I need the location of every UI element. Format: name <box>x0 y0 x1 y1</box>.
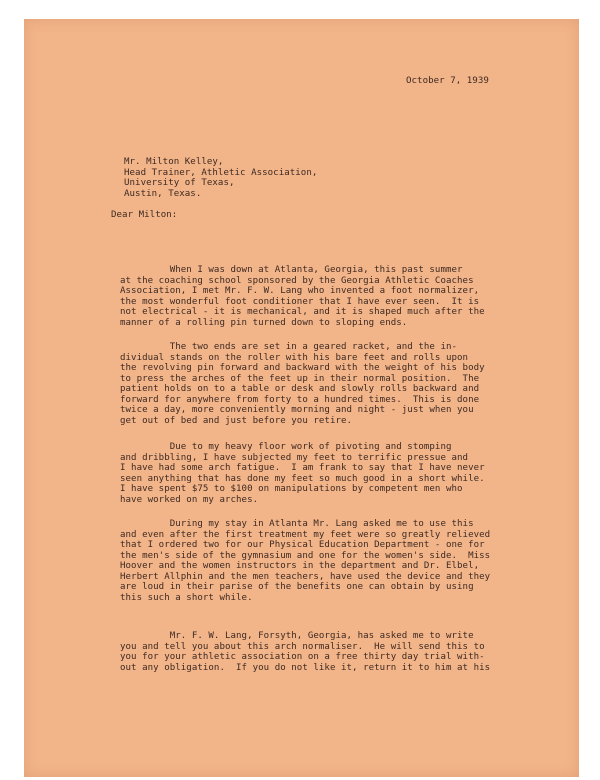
salutation: Dear Milton: <box>111 210 178 220</box>
paragraph-line: seen anything that has done my feet so much good in a short while. <box>120 473 485 484</box>
typed-letter <box>24 19 579 777</box>
address-line: University of Texas, <box>124 178 235 188</box>
paragraph-line: at the coaching school sponsored by the Georgia Athletic Coaches <box>120 275 474 286</box>
paragraph-line: are loud in their parise of the benefits one can obtain by using <box>120 582 474 592</box>
paragraph-line: to press the arches of the feet up in their normal position. The <box>120 373 480 384</box>
paragraph-line: the revolving pin forward and backward with the weight of his body <box>120 363 485 373</box>
paragraph-line: and dribbling, I have subjected my feet to terrific pressue and <box>120 452 469 463</box>
paragraph-line: Herbert Allphin and the men teachers, have used the device and they <box>120 571 491 582</box>
address-line: Head Trainer, Athletic Association, <box>124 167 318 178</box>
paragraph-line: manner of a rolling pin turned down to sloping ends. <box>120 317 408 328</box>
paragraph-line: that I ordered two for our Physical Education Department - one for <box>120 540 485 550</box>
body-paragraph-1 <box>120 265 485 328</box>
paragraph-line: During my stay in Atlanta Mr. Lang asked me to use this <box>120 519 474 529</box>
paragraph-line: the most wonderful foot conditioner that I have ever seen. It is <box>120 296 480 307</box>
paragraph-line: have worked on my arches. <box>120 494 259 505</box>
paragraph-line: dividual stands on the roller with his bare feet and rolls upon <box>120 352 469 363</box>
address-line: Mr. Milton Kelley, <box>124 157 224 167</box>
paragraph-line: you and tell you about this arch normaliser. He will send this to <box>120 641 485 652</box>
paragraph-line: The two ends are set in a geared racket, and the in- <box>120 342 458 352</box>
paragraph-line: Association, I met Mr. F. W. Lang who invented a foot normalizer, <box>120 286 480 296</box>
paragraph-line: Hoover and the women instructors in the department and Dr. Elbel, <box>120 561 480 571</box>
body-paragraph-3 <box>120 442 485 505</box>
recipient-address <box>124 157 317 199</box>
paragraph-line: forward for anywhere from forty to a hundred times. This is done <box>120 394 480 405</box>
body-paragraph-2 <box>120 342 485 426</box>
letter-date: October 7, 1939 <box>406 76 489 86</box>
paragraph-line: the men's side of the gymnasium and one for the women's side. Miss <box>120 550 491 561</box>
paragraph-line: get out of bed and just before you retire. <box>120 415 353 426</box>
paragraph-line: you for your athletic association on a free thirty day trial with- <box>120 652 485 662</box>
paragraph-line: I have spent $75 to $100 on manipulations by competent men who <box>120 484 463 494</box>
paragraph-line: and even after the first treatment my feet were so greatly relieved <box>120 529 491 540</box>
paragraph-line: this such a short while. <box>120 592 253 603</box>
body-paragraph-4 <box>120 519 490 603</box>
paragraph-line: twice a day, more conveniently morning and night - just when you <box>120 405 474 415</box>
paragraph-line: Due to my heavy floor work of pivoting and stomping <box>120 442 452 452</box>
paragraph-line: patient holds on to a table or desk and slowly rolls backward and <box>120 384 480 394</box>
paragraph-line: I have had some arch fatigue. I am frank to say that I have never <box>120 463 485 473</box>
body-paragraph-5 <box>120 631 490 673</box>
letter-page <box>24 19 579 777</box>
paragraph-line: not electrical - it is mechanical, and it is shaped much after the <box>120 307 485 317</box>
paragraph-line: Mr. F. W. Lang, Forsyth, Georgia, has asked me to write <box>120 631 474 641</box>
paragraph-line: When I was down at Atlanta, Georgia, this past summer <box>120 265 463 275</box>
paragraph-line: out any obligation. If you do not like it, return it to him at his <box>120 662 491 673</box>
address-line: Austin, Texas. <box>124 188 202 199</box>
